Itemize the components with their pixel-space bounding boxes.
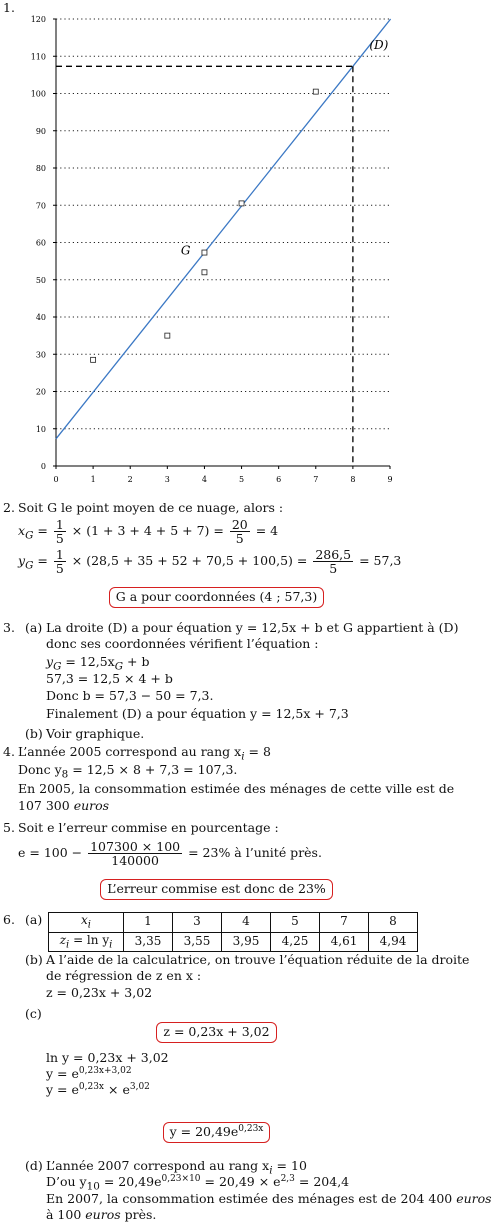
q3a-line1: La droite (D) a pour équation y = 12,5x + b et G appartient à (D): [46, 620, 459, 635]
table-cell: 3,55: [173, 932, 222, 952]
q6-number: 6.: [3, 912, 15, 927]
x-tick-label: 3: [164, 475, 170, 484]
table-cell: 7: [320, 913, 369, 933]
x-tick-label: 2: [127, 475, 133, 484]
regression-line: [56, 19, 391, 439]
y-tick-label: 100: [30, 89, 46, 99]
table-cell: 4,94: [369, 932, 418, 952]
data-point: [202, 270, 207, 275]
q3a-line6: Finalement (D) a pour équation y = 12,5x + 7,3: [46, 706, 349, 721]
x-tick-label: 1: [90, 475, 96, 484]
q6c-line1: ln y = 0,23x + 3,02: [46, 1050, 169, 1065]
table-cell: 4: [222, 913, 271, 933]
scatter-chart: [0, 0, 433, 500]
y-tick-label: 30: [35, 350, 46, 360]
grid-lines: [56, 19, 390, 429]
q6d-line1: L’année 2007 correspond au rang $x_i = 10$: [46, 1158, 307, 1177]
q5-fraction: $\frac{107300 \times 100}{140000}$: [90, 839, 181, 869]
x-tick-label: 4: [201, 475, 207, 484]
q3a-line3: $y_G = 12,5x_G + b$: [46, 654, 150, 673]
table-cell: 3,35: [124, 932, 173, 952]
point-g-label: G: [180, 243, 191, 258]
y-tick-label: 110: [30, 52, 46, 62]
q6a-label: (a): [25, 912, 43, 927]
table-cell: 3: [173, 913, 222, 933]
q6d-line3: En 2007, la consommation estimée des ménages est de 204 400 euros: [46, 1191, 492, 1206]
data-point: [313, 89, 318, 94]
yg-sum: × (28,5 + 35 + 52 + 70,5 + 100,5) =: [71, 553, 308, 569]
xg-symbol: x: [18, 523, 26, 539]
table-row: [49, 932, 418, 952]
y-tick-label: 40: [35, 313, 46, 322]
q2-number: 2.: [3, 500, 15, 515]
q3b-line1: Voir graphique.: [46, 726, 145, 741]
x-tick-label: 9: [387, 475, 393, 484]
x-tick-label: 7: [313, 475, 319, 484]
q3a-line4: 57,3 = 12,5 × 4 + b: [46, 671, 173, 686]
data-point: [165, 333, 170, 338]
q5-formula: e = 100 − $\frac{107300 \times 100}{140000}$ = 23% à l’unité près.: [18, 839, 322, 869]
y-tick-label: 10: [35, 424, 46, 434]
x-tick-label: 5: [239, 475, 245, 484]
q6b-line1: A l’aide de la calculatrice, on trouve l’équation réduite de la droite: [46, 952, 470, 967]
xg-sum: × (1 + 3 + 4 + 5 + 7) =: [71, 523, 224, 539]
q6c-label: (c): [25, 1006, 42, 1021]
q3a-line5: Donc b = 57,3 − 50 = 7,3.: [46, 688, 214, 703]
table-header-z: $z_i = \ln y_i$: [49, 932, 124, 952]
q4-line2: Donc $y_8 = 12,5 \times 8 + 7,3 = 107,3$.: [18, 762, 238, 781]
q6d-line4: à 100 euros près.: [46, 1207, 157, 1222]
q6d-line2: D’ou $y_{10} = 20,49e^{0,23\times 10} = 20,49 \times e^{2,3} = 204,4$: [46, 1174, 350, 1193]
q5-line1: Soit e l’erreur commise en pourcentage :: [18, 820, 279, 835]
q2-intro: Soit G le point moyen de ce nuage, alors :: [18, 500, 284, 515]
q5-result-box: L’erreur commise est donc de 23%: [100, 879, 333, 900]
q6c-line3: $y = e^{0,23x} \times e^{3,02}$: [46, 1082, 150, 1098]
q4-line4: 107 300 euros: [18, 798, 110, 813]
table-cell: 5: [271, 913, 320, 933]
q2-yg-line: $y_G$ = $\frac{1}{5}$ × (28,5 + 35 + 52 + 70,5 + 100,5) = $\frac{286,5}{5}$ = 57,3: [18, 547, 402, 577]
q4-number: 4.: [3, 744, 15, 759]
q3b-label: (b): [25, 726, 43, 741]
table-cell: 4,25: [271, 932, 320, 952]
q3a-line2: donc ses coordonnées vérifient l’équation :: [46, 636, 319, 651]
chart-axes: [53, 19, 390, 469]
q6b-line3: z = 0,23x + 3,02: [46, 985, 153, 1000]
y-tick-label: 0: [40, 462, 46, 471]
q6-table-wrap: [48, 912, 418, 952]
q6-table: [48, 912, 418, 952]
xg-result-fraction: $\frac{20}{5}$: [231, 517, 248, 547]
q6b-line2: de régression de z en x :: [46, 968, 202, 983]
table-cell: 8: [369, 913, 418, 933]
table-row: [49, 913, 418, 933]
y-tick-label: 60: [35, 238, 46, 248]
table-cell: 1: [124, 913, 173, 933]
q3a-label: (a): [25, 620, 43, 635]
data-point: [239, 201, 244, 206]
q6b-label: (b): [25, 952, 43, 967]
xg-fraction: $\frac{1}{5}$: [55, 517, 64, 547]
table-cell: 4,61: [320, 932, 369, 952]
yg-result-fraction: $\frac{286,5}{5}$: [315, 547, 352, 577]
q4-line1: L’année 2005 correspond au rang $x_i = 8$: [18, 744, 271, 763]
x-tick-label: 0: [53, 475, 59, 484]
line-label: (D): [369, 37, 389, 52]
y-tick-label: 70: [35, 201, 46, 211]
xg-result: = 4: [255, 523, 279, 539]
yg-result: = 57,3: [359, 553, 402, 569]
q1-number: 1.: [3, 0, 15, 15]
q2-result-box: G a pour coordonnées (4 ; 57,3): [109, 587, 324, 608]
y-tick-label: 90: [35, 126, 46, 136]
y-tick-label: 120: [30, 15, 46, 24]
q6c-box2: $y = 20,49e^{0,23x}$: [163, 1122, 271, 1143]
q3-number: 3.: [3, 620, 15, 635]
q6c-line2: $y = e^{0,23x+3,02}$: [46, 1066, 132, 1082]
q4-line3: En 2005, la consommation estimée des ménages de cette ville est de: [18, 781, 455, 796]
data-point: [202, 250, 207, 255]
y-tick-label: 20: [35, 387, 46, 397]
q6c-box1: z = 0,23x + 3,02: [156, 1022, 276, 1043]
y-tick-label: 80: [35, 164, 46, 173]
data-point: [91, 357, 96, 362]
yg-fraction: $\frac{1}{5}$: [55, 547, 64, 577]
q2-xg-line: $x_G$ = $\frac{1}{5}$ × (1 + 3 + 4 + 5 + 7) = $\frac{20}{5}$ = 4: [18, 517, 279, 547]
q6d-label: (d): [25, 1158, 43, 1173]
q5-number: 5.: [3, 820, 15, 835]
x-tick-label: 6: [276, 475, 282, 484]
y-tick-label: 50: [35, 275, 46, 285]
table-header-x: $x_i$: [49, 913, 124, 933]
chart-marks: [56, 19, 391, 466]
x-tick-label: 8: [350, 475, 356, 484]
table-cell: 3,95: [222, 932, 271, 952]
